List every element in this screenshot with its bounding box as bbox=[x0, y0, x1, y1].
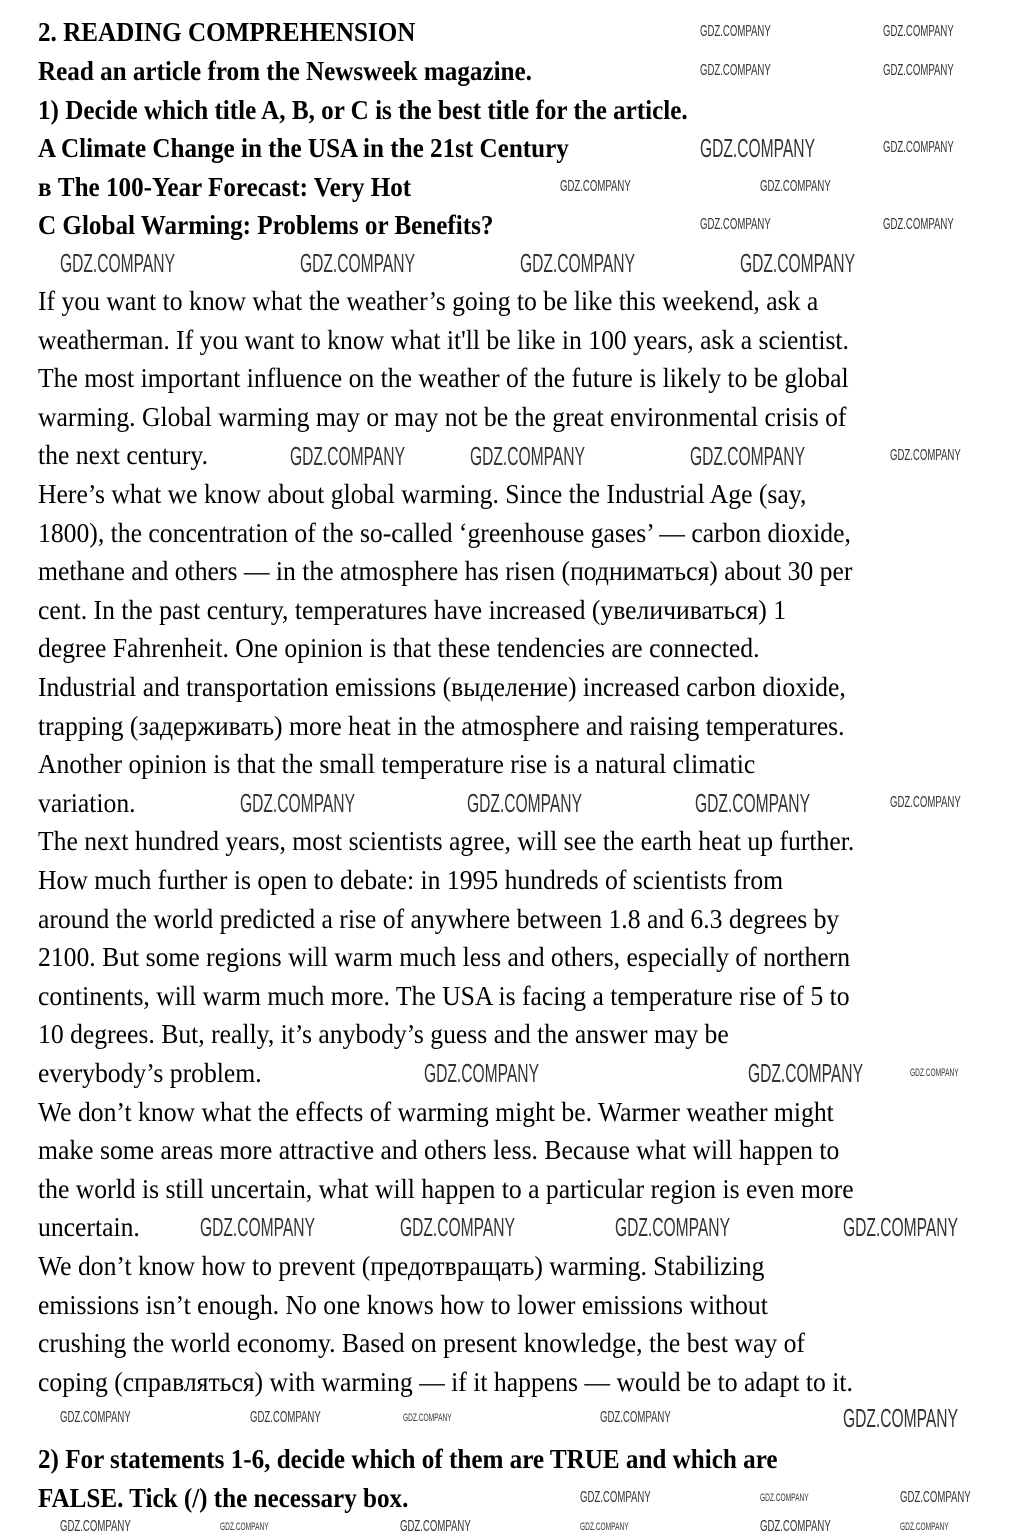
article-line: the world is still uncertain, what will happen to a particular region is even more bbox=[38, 1173, 854, 1204]
article-line: 10 degrees. But, really, it’s anybody’s guess and the answer may be bbox=[38, 1019, 729, 1050]
watermark-text: GDZ.COMPANY bbox=[883, 139, 954, 156]
heading-line: в The 100-Year Forecast: Very Hot bbox=[38, 172, 412, 202]
watermark-text: GDZ.COMPANY bbox=[200, 1212, 315, 1242]
watermark-text: GDZ.COMPANY bbox=[890, 447, 961, 464]
watermark-text: GDZ.COMPANY bbox=[240, 788, 355, 818]
watermark-text: GDZ.COMPANY bbox=[740, 248, 855, 278]
watermark-text: GDZ.COMPANY bbox=[400, 1212, 515, 1242]
watermark-text: GDZ.COMPANY bbox=[60, 1409, 131, 1426]
watermark-text: GDZ.COMPANY bbox=[890, 794, 961, 811]
article-line: make some areas more attractive and others less. Because what will happen to bbox=[38, 1135, 840, 1166]
article-line: the next century. bbox=[38, 440, 208, 471]
watermark-text: GDZ.COMPANY bbox=[615, 1212, 730, 1242]
article-line: everybody’s problem. bbox=[38, 1058, 262, 1088]
watermark-text: GDZ.COMPANY bbox=[560, 178, 631, 195]
article-line: Another opinion is that the small temperature rise is a natural climatic bbox=[38, 749, 756, 780]
watermark-text: GDZ.COMPANY bbox=[760, 1491, 809, 1504]
article-line: We don’t know how to prevent (предотвращать) warming. Stabilizing bbox=[38, 1251, 765, 1281]
heading-line: A Climate Change in the USA in the 21st Century bbox=[38, 133, 569, 163]
watermark-text: GDZ.COMPANY bbox=[700, 23, 771, 40]
watermark-text: GDZ.COMPANY bbox=[760, 178, 831, 195]
heading-line: C Global Warming: Problems or Benefits? bbox=[38, 210, 494, 240]
article-line: 1800), the concentration of the so-called ‘greenhouse gases’ — carbon dioxide, bbox=[38, 517, 851, 548]
watermark-text: GDZ.COMPANY bbox=[700, 133, 815, 163]
watermark-text: GDZ.COMPANY bbox=[700, 216, 771, 233]
watermark-text: GDZ.COMPANY bbox=[900, 1489, 971, 1506]
article-line: We don’t know what the effects of warming might be. Warmer weather might bbox=[38, 1096, 834, 1127]
article-line: The next hundred years, most scientists agree, will see the earth heat up further. bbox=[38, 826, 855, 857]
watermark-text: GDZ.COMPANY bbox=[600, 1409, 671, 1426]
watermark-text: GDZ.COMPANY bbox=[403, 1411, 452, 1424]
watermark-text: GDZ.COMPANY bbox=[843, 1212, 958, 1242]
watermark-text: GDZ.COMPANY bbox=[580, 1489, 651, 1506]
section-title: 2. READING COMPREHENSION bbox=[38, 17, 416, 47]
watermark-text: GDZ.COMPANY bbox=[910, 1066, 959, 1079]
article-line: continents, will warm much more. The USA is facing a temperature rise of 5 to bbox=[38, 980, 850, 1011]
watermark-text: GDZ.COMPANY bbox=[220, 1520, 269, 1533]
watermark-text: GDZ.COMPANY bbox=[250, 1409, 321, 1426]
article-line: around the world predicted a rise of anywhere between 1.8 and 6.3 degrees by bbox=[38, 903, 840, 934]
article-line: variation. bbox=[38, 787, 136, 818]
task-line: FALSE. Tick (/) the necessary box. bbox=[38, 1483, 409, 1513]
article-line: cent. In the past century, temperatures have increased (увеличиваться) 1 bbox=[38, 594, 787, 625]
heading-line: 1) Decide which title A, B, or C is the best title for the article. bbox=[38, 95, 688, 125]
watermark-text: GDZ.COMPANY bbox=[470, 441, 585, 471]
watermark-text: GDZ.COMPANY bbox=[520, 248, 635, 278]
watermark-text: GDZ.COMPANY bbox=[300, 248, 415, 278]
article-line: uncertain. bbox=[38, 1212, 140, 1243]
article-line: trapping (задерживать) more heat in the atmosphere and raising temperatures. bbox=[38, 710, 845, 741]
watermark-text: GDZ.COMPANY bbox=[60, 1518, 131, 1535]
watermark-text: GDZ.COMPANY bbox=[695, 788, 810, 818]
article-line: degree Fahrenheit. One opinion is that these tendencies are connected. bbox=[38, 633, 760, 664]
article-line: Here’s what we know about global warming. Since the Industrial Age (say, bbox=[38, 479, 807, 509]
article-line: The most important influence on the weather of the future is likely to be global bbox=[38, 363, 849, 394]
watermark-text: GDZ.COMPANY bbox=[900, 1520, 949, 1533]
article-line: crushing the world economy. Based on present knowledge, the best way of bbox=[38, 1328, 805, 1359]
watermark-text: GDZ.COMPANY bbox=[883, 23, 954, 40]
watermark-text: GDZ.COMPANY bbox=[690, 441, 805, 471]
watermark-text: GDZ.COMPANY bbox=[290, 441, 405, 471]
article-line: Industrial and transportation emissions (выделение) increased carbon dioxide, bbox=[38, 672, 846, 702]
article-line: warming. Global warming may or may not be the great environmental crisis of bbox=[38, 401, 847, 432]
task-line: 2) For statements 1-6, decide which of them are TRUE and which are bbox=[38, 1444, 778, 1474]
watermark-text: GDZ.COMPANY bbox=[748, 1058, 863, 1088]
article-line: If you want to know what the weather’s going to be like this weekend, ask a bbox=[38, 286, 819, 316]
watermark-text: GDZ.COMPANY bbox=[467, 788, 582, 818]
heading-line: Read an article from the Newsweek magazine. bbox=[38, 56, 532, 86]
article-line: methane and others — in the atmosphere has risen (подниматься) about 30 per bbox=[38, 556, 853, 587]
article-line: How much further is open to debate: in 1995 hundreds of scientists from bbox=[38, 865, 784, 895]
article-line: coping (справляться) with warming — if it happens — would be to adapt to it. bbox=[38, 1366, 853, 1397]
article-line: emissions isn’t enough. No one knows how to lower emissions without bbox=[38, 1289, 768, 1320]
watermark-text: GDZ.COMPANY bbox=[700, 62, 771, 79]
watermark-text: GDZ.COMPANY bbox=[843, 1403, 958, 1433]
article-line: 2100. But some regions will warm much less and others, especially of northern bbox=[38, 942, 851, 973]
watermark-text: GDZ.COMPANY bbox=[760, 1518, 831, 1535]
watermark-text: GDZ.COMPANY bbox=[400, 1518, 471, 1535]
watermark-text: GDZ.COMPANY bbox=[60, 248, 175, 278]
article-line: weatherman. If you want to know what it'll be like in 100 years, ask a scientist. bbox=[38, 324, 849, 355]
watermark-text: GDZ.COMPANY bbox=[424, 1058, 539, 1088]
watermark-text: GDZ.COMPANY bbox=[883, 62, 954, 79]
watermark-text: GDZ.COMPANY bbox=[580, 1520, 629, 1533]
watermark-text: GDZ.COMPANY bbox=[883, 216, 954, 233]
